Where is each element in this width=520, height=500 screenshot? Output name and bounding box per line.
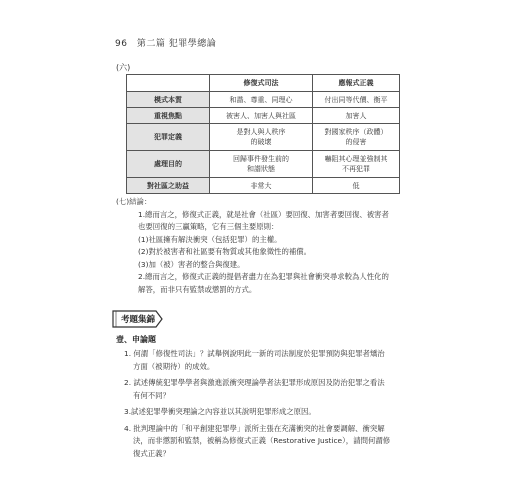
list-item	[116, 423, 416, 461]
row-label: 模式本質	[127, 92, 210, 108]
conclusion-item-2-line-1: 2.總而言之，修復式正義的提倡者盡力在為犯罪與社會衝突尋求較為人性化的	[138, 272, 389, 281]
table-cell: 嚇阻其心理並強制其 不再犯罪	[313, 151, 400, 178]
conclusion-section	[116, 196, 406, 296]
conclusion-item-2-line-2: 解答，而非只有監禁或懲罰的方式。	[138, 284, 257, 294]
list-item	[116, 406, 416, 419]
column-header-retributive: 應報式正義	[313, 75, 400, 92]
badge-label: 考題集錦	[121, 315, 156, 325]
table-cell: 低	[313, 178, 400, 194]
principle-2: (2)對於被害者和社區要有物質或其他象徵性的補償。	[138, 247, 312, 256]
list-item	[116, 377, 416, 402]
page-header	[115, 36, 216, 49]
table-cell: 加害人	[313, 108, 400, 124]
question-4-line-2: 決，而非懲罰和監禁，被稱為修復式正義（Restorative Justice），請問何謂修	[133, 436, 391, 445]
question-1-line-1: 1. 何謂「修復性司法」？試舉例說明此一新的司法制度於犯罪預防與犯罪者矯治	[124, 349, 385, 358]
conclusion-item-1-line-2: 也要回復的三贏策略，它有三個主要原則：	[138, 222, 279, 231]
question-1-line-2: 方面（被期待）的成效。	[133, 361, 215, 371]
conclusion-item-1-line-1: 1.總而言之，修復式正義，就是社會（社區）要回復、加害者要回復、被害者	[138, 209, 389, 219]
table-cell: 回歸事件發生前的 和諧狀態	[210, 151, 313, 178]
question-2-line-2: 有何不同？	[133, 390, 170, 400]
principle-3: (3)加（被）害者的整合與復建。	[138, 259, 245, 269]
comparison-table	[126, 74, 400, 194]
table-row	[127, 124, 400, 151]
table-cell: 非常大	[210, 178, 313, 194]
table-cell: 和諧、尊重、同理心	[210, 92, 313, 108]
question-3-line-1: 3.試述犯罪學衝突理論之內容並以其說明犯罪形成之原因。	[124, 407, 316, 416]
table-row	[127, 92, 400, 108]
table-cell: 是對人與人秩序 的破壞	[210, 124, 313, 151]
essay-section-title: 壹、申論題	[116, 335, 156, 344]
page-number: 96	[115, 39, 128, 49]
row-label: 犯罪定義	[127, 124, 210, 151]
chapter-title: 第二篇 犯罪學總論	[136, 39, 217, 49]
column-header-restorative: 修復式司法	[210, 75, 313, 92]
table-row	[127, 151, 400, 178]
table-cell: 對國家秩序（政體） 的侵害	[313, 124, 400, 151]
table-cell: 被害人、加害人與社區	[210, 108, 313, 124]
section-six-marker: (六)	[116, 63, 131, 72]
principle-1: (1)社區擁有解決衝突（包括犯罪）的主權。	[138, 234, 282, 244]
question-4-line-1: 4. 批判理論中的「和平創建犯罪學」派所主張在充滿衝突的社會要調解、衝突解	[124, 423, 385, 433]
row-label: 重視焦點	[127, 108, 210, 124]
table-cell: 付出同等代價、衡平	[313, 92, 400, 108]
table-corner-cell	[127, 75, 210, 92]
question-2-line-1: 2. 試述傳統犯罪學學者與激進派衝突理論學者法犯罪形成原因及防治犯罪之看法	[124, 378, 385, 387]
row-label: 對社區之助益	[127, 178, 210, 194]
list-item	[116, 348, 416, 373]
question-list	[116, 348, 416, 464]
question-4-line-3: 復式正義？	[133, 448, 170, 458]
table-row	[127, 108, 400, 124]
row-label: 處理目的	[127, 151, 210, 178]
conclusion-heading: (七)結論：	[116, 197, 152, 206]
table-row	[127, 178, 400, 194]
exam-collection-badge	[112, 310, 162, 328]
